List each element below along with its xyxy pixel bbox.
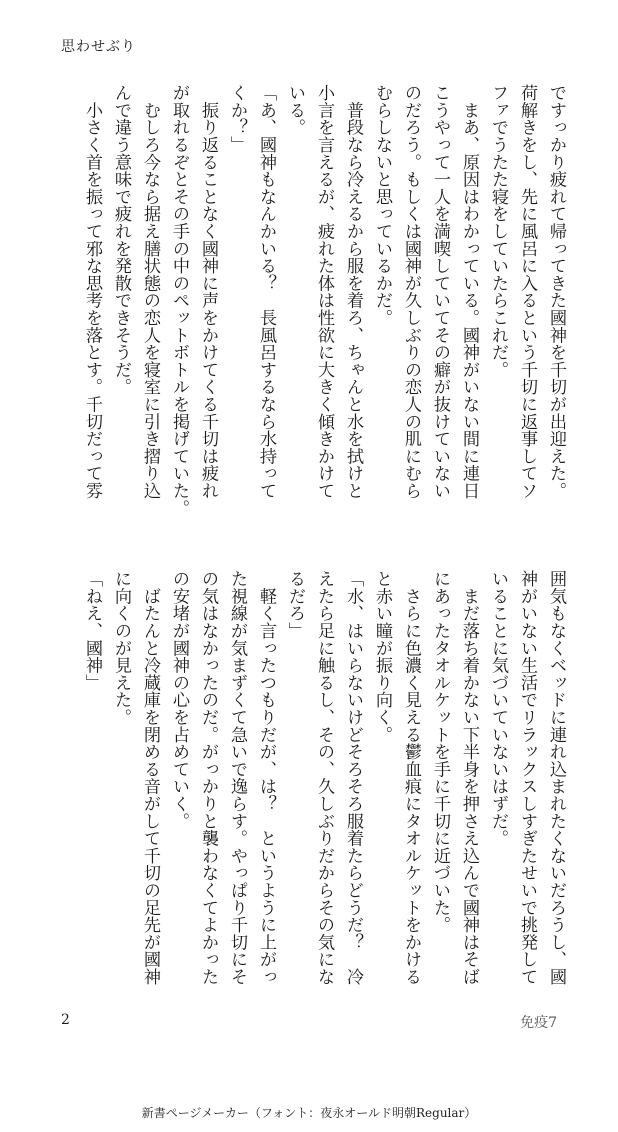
text-column: 囲気もなくベッドに連れ込まれたくないだろうし、國 [546, 570, 566, 986]
text-column: こうやって一人を満喫していてその癖が抜けていない [430, 84, 450, 500]
book-title: 免疫7 [520, 1015, 557, 1031]
text-column: 「あ、國神もなんかいる？ 長風呂するなら水持って [256, 84, 276, 500]
text-column: むしろ今なら据え膳状態の恋人を寝室に引き摺り込 [140, 84, 160, 500]
text-column: くか？」 [227, 84, 247, 154]
text-column: ファでうたた寝をしていたらこれだ。 [488, 84, 508, 379]
text-column: にあったタオルケットを手に千切に近づいた。 [430, 570, 450, 934]
text-column: 振り返ることなく國神に声をかけてくる千切は疲れ [198, 84, 218, 500]
page-number: 2 [61, 1012, 70, 1028]
text-column: 「ねえ、國神」 [82, 570, 102, 692]
text-column: えたら足に触るし、その、久しぶりだからその気にな [314, 570, 334, 986]
text-column: るだろ」 [285, 570, 305, 640]
text-column: のだろう。もしくは國神が久しぶりの恋人の肌にむら [401, 84, 421, 500]
text-column: 神がいない生活でリラックスしすぎたせいで挑発して [517, 570, 537, 986]
text-column: 「水、はいらないけどそろそろ服着たらどうだ？ 冷 [343, 570, 363, 986]
text-column: 小さく首を振って邪な思考を落とす。千切だって雰 [82, 84, 102, 500]
text-column: まだ落ち着かない下半身を押さえ込んで國神はそば [459, 570, 479, 986]
text-column: いる。 [285, 84, 305, 136]
text-column: いることに気づいていないはずだ。 [488, 570, 508, 847]
text-column: まあ、原因はわかっている。國神がいない間に連日 [459, 84, 479, 500]
text-column: が取れるぞとその手の中のペットボトルを掲げていた。 [169, 84, 189, 517]
running-header: 思わせぶり [61, 39, 136, 55]
text-column: の安堵が國神の心を占めていく。 [169, 570, 189, 830]
text-column: と赤い瞳が振り向く。 [372, 570, 392, 743]
text-column: に向くのが見えた。 [111, 570, 131, 726]
text-column: ですっかり疲れて帰ってきた國神を千切が出迎えた。 [546, 84, 566, 500]
text-column: さらに色濃く見える鬱血痕にタオルケットをかける [401, 570, 421, 986]
text-column: んで違う意味で疲れを発散できそうだ。 [111, 84, 131, 396]
text-column: むらしないと思っているかだ。 [372, 84, 392, 327]
text-column: 軽く言ったつもりだが、は？ というように上がっ [256, 570, 276, 986]
text-column: 小言を言えるが、疲れた体は性欲に大きく傾きかけて [314, 84, 334, 500]
text-column: ばたんと冷蔵庫を閉める音がして千切の足先が國神 [140, 570, 160, 986]
text-column: 荷解きをし、先に風呂に入るという千切に返事してソ [517, 84, 537, 500]
text-column: 普段なら冷えるから服を着ろ、ちゃんと水を拭けと [343, 84, 363, 500]
font-credit: 新書ページメーカー（フォント：夜永オールド明朝Regular） [141, 1106, 477, 1120]
text-column: た視線が気まずくて急いで逸らす。やっぱり千切にそ [227, 570, 247, 986]
text-column: の気はなかったのだ。がっかりと襲わなくてよかった [198, 570, 218, 986]
